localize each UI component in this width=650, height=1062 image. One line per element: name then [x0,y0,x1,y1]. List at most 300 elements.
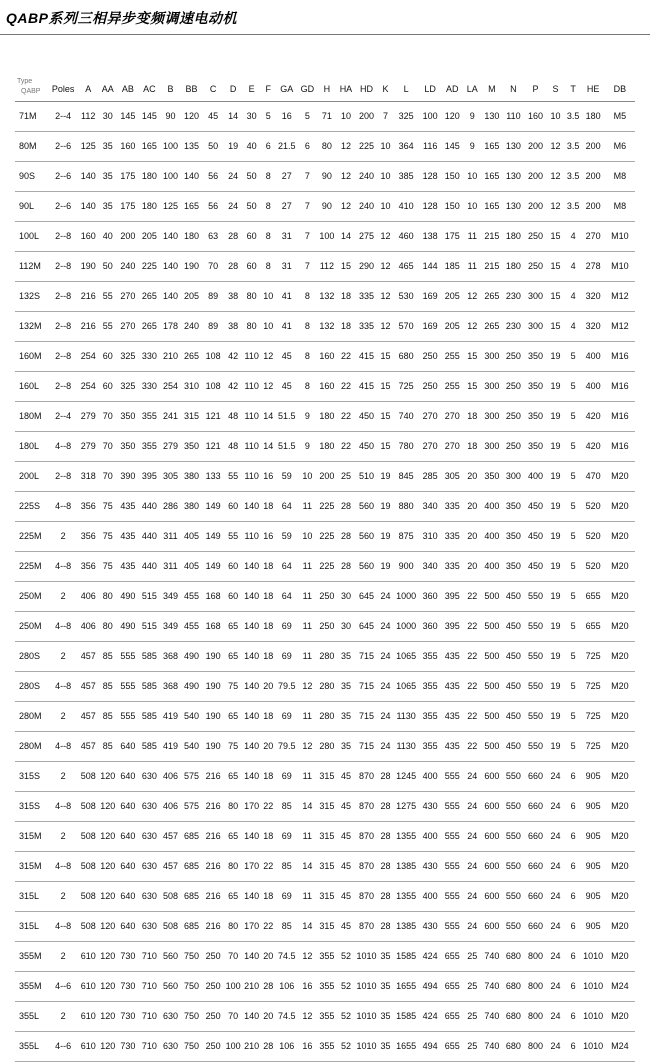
table-cell: 110 [243,431,261,461]
table-cell: 19 [378,491,393,521]
table-cell: 395 [441,611,463,641]
table-cell: 2 [48,761,78,791]
table-cell: 28 [337,551,355,581]
table-cell: 74.5 [276,941,298,971]
table-cell: 550 [524,581,546,611]
table-cell: 178 [160,311,180,341]
table-cell: 4--8 [48,431,78,461]
table-cell: 120 [98,761,117,791]
table-cell: 14 [261,431,276,461]
table-cell: 750 [180,941,202,971]
table-cell: 230 [502,311,524,341]
table-cell: 190 [203,701,224,731]
table-cell: 20 [261,671,276,701]
table-cell: 12 [298,941,317,971]
table-cell: 450 [502,641,524,671]
table-cell: 630 [138,761,160,791]
table-cell: 80 [243,281,261,311]
table-cell: 350 [502,551,524,581]
table-cell: 22 [463,581,481,611]
table-cell: 265 [481,281,502,311]
table-cell: 5 [565,521,582,551]
table-cell: 315 [317,791,337,821]
table-cell: 355 [419,731,441,761]
table-row [15,491,635,521]
table-cell: 15 [378,401,393,431]
table-cell: 368 [160,641,180,671]
table-cell: 265 [481,311,502,341]
table-cell: 400 [481,551,502,581]
table-cell: 315 [317,761,337,791]
table-cell: 555 [441,851,463,881]
table-cell: 1010 [582,941,605,971]
table-cell: 30 [98,101,117,131]
table-cell: 18 [261,551,276,581]
table-cell: 680 [393,341,419,371]
table-cell: 20 [463,521,481,551]
table-row [15,221,635,251]
table-cell: 400 [419,761,441,791]
table-cell: 400 [524,461,546,491]
table-cell: 7 [298,221,317,251]
table-cell: 508 [78,761,98,791]
table-cell: 5 [565,401,582,431]
table-cell: 45 [276,341,298,371]
table-cell: 22 [261,791,276,821]
table-cell: 6 [565,1031,582,1061]
table-cell: 300 [481,341,502,371]
table-cell: 585 [138,701,160,731]
table-cell: 655 [441,971,463,1001]
table-cell: 20 [463,461,481,491]
table-cell: 508 [78,791,98,821]
table-cell: 880 [393,491,419,521]
table-cell: 80 [98,611,117,641]
table-cell: 25 [463,1031,481,1061]
table-cell: 740 [481,1001,502,1031]
table-cell: 225 [355,131,378,161]
table-cell: 725 [393,371,419,401]
table-cell: 7 [298,161,317,191]
table-cell: 10 [298,521,317,551]
table-cell: 100 [224,971,243,1001]
table-cell: 120 [98,1031,117,1061]
table-cell: 240 [117,251,138,281]
table-cell: 45 [276,371,298,401]
table-cell: 270 [419,431,441,461]
column-header: AC [138,77,160,101]
table-cell: 28 [378,881,393,911]
table-cell: 1010 [355,941,378,971]
table-cell: 69 [276,641,298,671]
table-cell: 120 [98,851,117,881]
table-cell: 12 [463,311,481,341]
table-cell: 5 [565,371,582,401]
table-cell: 335 [441,491,463,521]
table-cell: 70 [98,401,117,431]
table-cell: 5 [565,461,582,491]
table-cell: 120 [98,971,117,1001]
table-cell: 1385 [393,851,419,881]
table-cell: 140 [160,251,180,281]
table-cell: 16 [298,1031,317,1061]
table-cell: M12 [605,281,635,311]
type-cell: 132M [15,311,48,341]
type-cell: 200L [15,461,48,491]
table-cell: 10 [547,101,565,131]
table-cell: 356 [78,521,98,551]
table-cell: 240 [355,161,378,191]
table-cell: 45 [203,101,224,131]
table-cell: 725 [582,701,605,731]
table-cell: 60 [98,371,117,401]
table-cell: 5 [565,491,582,521]
table-cell: 140 [160,221,180,251]
table-cell: 440 [138,521,160,551]
table-cell: 3.5 [565,191,582,221]
type-cell: 160L [15,371,48,401]
table-cell: 22 [261,851,276,881]
table-cell: 35 [378,941,393,971]
table-cell: 300 [481,401,502,431]
table-cell: 350 [524,341,546,371]
table-cell: 424 [419,1001,441,1031]
table-cell: M10 [605,251,635,281]
table-cell: 2--6 [48,191,78,221]
table-cell: 490 [180,641,202,671]
table-cell: M8 [605,191,635,221]
table-cell: 1385 [393,911,419,941]
table-cell: 79.5 [276,731,298,761]
table-cell: 56 [203,191,224,221]
table-cell: 845 [393,461,419,491]
table-cell: 2 [48,581,78,611]
table-cell: 180 [502,221,524,251]
table-cell: 8 [298,371,317,401]
table-cell: 216 [203,911,224,941]
table-cell: 540 [180,731,202,761]
table-cell: 1010 [355,1001,378,1031]
table-cell: 69 [276,881,298,911]
table-cell: 90 [317,191,337,221]
table-cell: 2 [48,701,78,731]
table-cell: 680 [502,1031,524,1061]
table-cell: 24 [547,1001,565,1031]
table-cell: 280 [317,731,337,761]
table-cell: 200 [582,161,605,191]
table-cell: 15 [337,251,355,281]
table-cell: 4--8 [48,911,78,941]
table-cell: 190 [203,731,224,761]
table-cell: 11 [298,611,317,641]
table-cell: 457 [78,731,98,761]
table-row [15,641,635,671]
column-header: S [547,77,565,101]
column-header: HE [582,77,605,101]
table-cell: 8 [261,191,276,221]
table-cell: 406 [160,761,180,791]
table-cell: 340 [419,551,441,581]
table-cell: M20 [605,461,635,491]
table-cell: 35 [337,731,355,761]
table-cell: 120 [98,821,117,851]
table-cell: M20 [605,731,635,761]
table-cell: 255 [441,371,463,401]
table-cell: 2 [48,881,78,911]
table-cell: 19 [547,491,565,521]
table-cell: 355 [317,1001,337,1031]
table-cell: 2 [48,521,78,551]
table-cell: 225 [317,551,337,581]
column-header: P [524,77,546,101]
table-cell: 150 [441,161,463,191]
table-cell: 200 [317,461,337,491]
table-cell: 335 [355,311,378,341]
table-cell: 5 [565,671,582,701]
table-cell: 165 [180,191,202,221]
table-cell: 4--6 [48,971,78,1001]
table-cell: 116 [419,131,441,161]
table-cell: 15 [463,371,481,401]
table-cell: 75 [224,731,243,761]
table-cell: 168 [203,611,224,641]
table-cell: 685 [180,911,202,941]
table-cell: 435 [117,551,138,581]
table-cell: 18 [261,881,276,911]
table-cell: 1010 [582,971,605,1001]
type-cell: 355L [15,1001,48,1031]
table-cell: 560 [160,971,180,1001]
table-cell: 200 [355,101,378,131]
column-header: T [565,77,582,101]
table-cell: 508 [160,881,180,911]
column-header: BB [180,77,202,101]
table-cell: 160 [317,341,337,371]
table-cell: 655 [441,1001,463,1031]
table-cell: 640 [117,821,138,851]
table-cell: 355 [138,431,160,461]
table-cell: 128 [419,191,441,221]
table-cell: 340 [419,491,441,521]
column-header: E [243,77,261,101]
table-cell: 6 [565,851,582,881]
table-cell: 170 [243,791,261,821]
table-cell: 265 [138,311,160,341]
table-cell: 100 [160,161,180,191]
table-cell: 315 [317,821,337,851]
table-cell: 300 [481,371,502,401]
table-cell: 520 [582,491,605,521]
table-cell: 368 [160,671,180,701]
table-cell: 140 [78,161,98,191]
table-cell: 7 [298,251,317,281]
table-cell: 310 [180,371,202,401]
table-cell: 120 [98,881,117,911]
type-cell: 100L [15,221,48,251]
table-cell: 11 [298,641,317,671]
table-cell: 715 [355,671,378,701]
table-cell: 275 [355,221,378,251]
table-cell: 70 [203,251,224,281]
table-cell: 305 [160,461,180,491]
table-cell: 450 [502,611,524,641]
table-cell: 710 [138,1001,160,1031]
table-cell: 465 [393,251,419,281]
table-cell: 470 [582,461,605,491]
table-cell: 20 [261,941,276,971]
table-cell: 630 [138,851,160,881]
table-cell: 350 [524,401,546,431]
table-cell: 30 [337,581,355,611]
table-cell: 35 [378,1031,393,1061]
table-row [15,281,635,311]
table-cell: 710 [138,941,160,971]
table-cell: 60 [224,551,243,581]
table-cell: 19 [378,551,393,581]
table-cell: 400 [419,881,441,911]
table-cell: 5 [565,551,582,581]
table-cell: 254 [160,371,180,401]
table-cell: 450 [502,671,524,701]
table-cell: 35 [98,131,117,161]
table-cell: 28 [224,221,243,251]
table-cell: 520 [582,521,605,551]
table-cell: 311 [160,521,180,551]
table-cell: 69 [276,701,298,731]
type-cell: 355L [15,1031,48,1061]
table-cell: 22 [463,731,481,761]
table-header-row [15,77,635,101]
table-cell: M16 [605,401,635,431]
table-cell: 10 [463,161,481,191]
table-row [15,371,635,401]
table-cell: 300 [481,431,502,461]
table-cell: 28 [378,911,393,941]
table-cell: 200 [582,191,605,221]
table-body [15,101,635,1061]
table-cell: 14 [224,101,243,131]
table-cell: 120 [98,941,117,971]
table-cell: 140 [243,761,261,791]
table-cell: 55 [98,311,117,341]
table-cell: 205 [441,281,463,311]
table-cell: 905 [582,911,605,941]
table-cell: 24 [378,641,393,671]
table-cell: 419 [160,701,180,731]
table-cell: 355 [138,401,160,431]
table-cell: 1275 [393,791,419,821]
type-cell: 315M [15,851,48,881]
table-cell: 410 [393,191,419,221]
table-cell: 28 [261,971,276,1001]
table-cell: 205 [138,221,160,251]
table-cell: 640 [117,911,138,941]
table-cell: 24 [463,791,481,821]
table-cell: 660 [524,881,546,911]
table-cell: 1010 [582,1031,605,1061]
table-cell: 270 [582,221,605,251]
table-cell: M20 [605,761,635,791]
table-cell: 110 [243,401,261,431]
table-cell: 600 [481,881,502,911]
table-cell: 24 [378,611,393,641]
table-cell: 5 [565,641,582,671]
table-cell: 424 [419,941,441,971]
table-cell: 730 [117,1001,138,1031]
table-cell: 500 [481,731,502,761]
type-cell: 280M [15,731,48,761]
table-cell: 1065 [393,641,419,671]
table-cell: 630 [138,791,160,821]
table-cell: 520 [582,551,605,581]
table-cell: M20 [605,641,635,671]
table-cell: 24 [378,701,393,731]
table-cell: 8 [261,251,276,281]
table-cell: 106 [276,1031,298,1061]
table-cell: 400 [582,371,605,401]
table-cell: 494 [419,971,441,1001]
table-cell: 11 [298,881,317,911]
table-cell: 14 [337,221,355,251]
table-cell: 1000 [393,581,419,611]
table-cell: 50 [243,191,261,221]
table-cell: 125 [78,131,98,161]
table-cell: 110 [502,101,524,131]
table-cell: 710 [138,971,160,1001]
table-cell: 230 [502,281,524,311]
table-cell: 555 [441,911,463,941]
table-cell: 610 [78,971,98,1001]
table-cell: 90 [160,101,180,131]
table-cell: 19 [547,671,565,701]
table-cell: 25 [463,1001,481,1031]
table-cell: 190 [203,641,224,671]
table-cell: 18 [261,581,276,611]
table-cell: 270 [441,431,463,461]
table-cell: 630 [138,911,160,941]
table-cell: 420 [582,431,605,461]
table-cell: 710 [138,1031,160,1061]
table-cell: 325 [117,371,138,401]
table-cell: 406 [78,611,98,641]
table-cell: 420 [582,401,605,431]
table-cell: 40 [98,221,117,251]
table-cell: 165 [138,131,160,161]
table-cell: 20 [261,1001,276,1031]
table-cell: 180 [317,401,337,431]
table-cell: 430 [419,791,441,821]
table-cell: 254 [78,341,98,371]
table-cell: 315 [317,881,337,911]
table-cell: M10 [605,221,635,251]
table-cell: 490 [180,671,202,701]
table-cell: 60 [224,491,243,521]
table-cell: 430 [419,851,441,881]
table-cell: 100 [419,101,441,131]
table-cell: 10 [261,281,276,311]
table-cell: 175 [117,191,138,221]
table-cell: 555 [441,821,463,851]
table-cell: 508 [78,911,98,941]
table-cell: 870 [355,791,378,821]
table-cell: 140 [160,281,180,311]
table-cell: 106 [276,971,298,1001]
table-cell: 490 [117,611,138,641]
table-cell: 22 [463,671,481,701]
table-cell: 660 [524,761,546,791]
table-cell: 18 [337,311,355,341]
table-cell: 900 [393,551,419,581]
